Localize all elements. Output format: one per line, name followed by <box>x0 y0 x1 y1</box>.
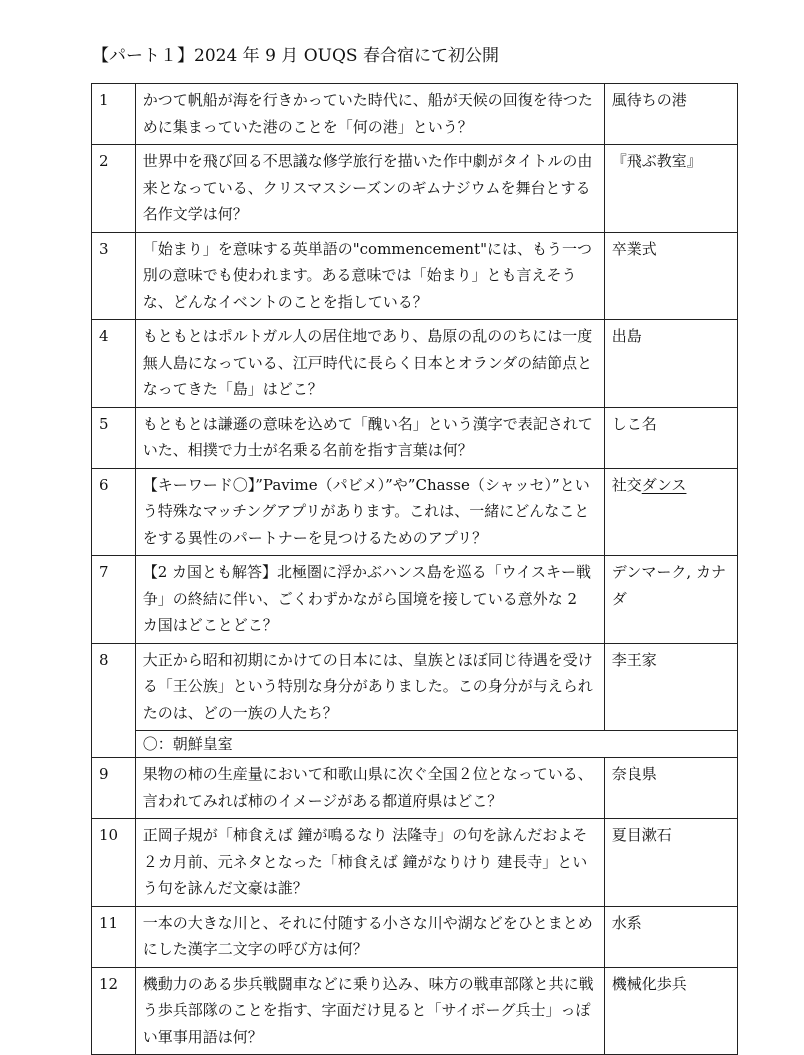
answer-prefix: 社交 <box>611 475 642 494</box>
question-text: 【キーワード〇】”Pavime（パビメ）”や”Chasse（シャッセ）”という特殊なマッチングアプリがあります。これは、一緒にどんなことをする異性のパートナーを見つけるためのアプリ？ <box>135 468 604 556</box>
question-number: 8 <box>92 643 136 731</box>
answer-underlined-keyword: ダンス <box>641 475 687 494</box>
answer-text: 風待ちの港 <box>604 84 737 145</box>
question-number: 9 <box>92 758 136 819</box>
question-number: 1 <box>92 84 136 145</box>
question-number: 11 <box>92 906 136 967</box>
table-row <box>92 145 738 233</box>
question-text: 一本の大きな川と、それに付随する小さな川や湖などをひとまとめにした漢字二文字の呼び方は何？ <box>135 906 604 967</box>
answer-text: 奈良県 <box>604 758 737 819</box>
answer-text: 卒業式 <box>604 232 737 320</box>
question-text: かつて帆船が海を行きかっていた時代に、船が天候の回復を待つために集まっていた港のことを「何の港」という？ <box>135 84 604 145</box>
table-row <box>92 758 738 819</box>
table-row <box>92 320 738 408</box>
answer-text: 機械化歩兵 <box>604 967 737 1055</box>
question-text: 機動力のある歩兵戦闘車などに乗り込み、味方の戦車部隊と共に戦う歩兵部隊のことを指す、字面だけ見ると「サイボーグ兵士」っぽい軍事用語は何？ <box>135 967 604 1055</box>
table-row <box>92 906 738 967</box>
question-number: 6 <box>92 468 136 556</box>
question-text: 「始まり」を意味する英単語の"commencement"には、もう一つ別の意味でも使われます。ある意味では「始まり」とも言えそうな、どんなイベントのことを指している？ <box>135 232 604 320</box>
question-number: 10 <box>92 819 136 907</box>
answer-text: 李王家 <box>604 643 737 731</box>
table-row <box>92 468 738 556</box>
table-row <box>92 643 738 731</box>
question-number: 7 <box>92 556 136 644</box>
answer-text: 夏目漱石 <box>604 819 737 907</box>
answer-text: 出島 <box>604 320 737 408</box>
question-text: もともとは謙遜の意味を込めて「醜い名」という漢字で表記されていた、相撲で力士が名乗る名前を指す言葉は何？ <box>135 407 604 468</box>
table-row <box>92 967 738 1055</box>
page-title: 【パート１】2024 年 9 月 OUQS 春合宿にて初公開 <box>92 46 499 66</box>
question-number: 12 <box>92 967 136 1055</box>
answer-text: 『飛ぶ教室』 <box>604 145 737 233</box>
empty-number-cell <box>92 731 136 758</box>
answer-text <box>604 468 737 556</box>
question-text: 世界中を飛び回る不思議な修学旅行を描いた作中劇がタイトルの由来となっている、クリスマスシーズンのギムナジウムを舞台とする名作文学は何？ <box>135 145 604 233</box>
question-text: 果物の柿の生産量において和歌山県に次ぐ全国２位となっている、言われてみれば柿のイメージがある都道府県はどこ？ <box>135 758 604 819</box>
quiz-table <box>91 83 738 1055</box>
answer-text: 水系 <box>604 906 737 967</box>
question-text: 大正から昭和初期にかけての日本には、皇族とほぼ同じ待遇を受ける「王公族」という特別な身分がありました。この身分が与えられたのは、どの一族の人たち？ <box>135 643 604 731</box>
question-text: もともとはポルトガル人の居住地であり、島原の乱ののちには一度無人島になっている、江戸時代に長らく日本とオランダの結節点となってきた「島」はどこ？ <box>135 320 604 408</box>
question-number: 4 <box>92 320 136 408</box>
answer-text: デンマーク, カナダ <box>604 556 737 644</box>
answer-text: しこ名 <box>604 407 737 468</box>
table-row <box>92 232 738 320</box>
question-text: 正岡子規が「柿食えば 鐘が鳴るなり 法隆寺」の句を詠んだおよそ２カ月前、元ネタとなった「柿食えば 鐘がなりけり 建長寺」という句を詠んだ文豪は誰？ <box>135 819 604 907</box>
table-row <box>92 407 738 468</box>
question-text: 【2 カ国とも解答】北極圏に浮かぶハンス島を巡る「ウイスキー戦争」の終結に伴い、ごくわずかながら国境を接している意外な 2 カ国はどことどこ？ <box>135 556 604 644</box>
table-row <box>92 819 738 907</box>
table-row <box>92 556 738 644</box>
question-number: 3 <box>92 232 136 320</box>
table-row-note <box>92 731 738 758</box>
table-row <box>92 84 738 145</box>
answer-note: 〇：朝鮮皇室 <box>135 731 737 758</box>
question-number: 2 <box>92 145 136 233</box>
question-number: 5 <box>92 407 136 468</box>
quiz-table-body <box>92 84 738 1055</box>
